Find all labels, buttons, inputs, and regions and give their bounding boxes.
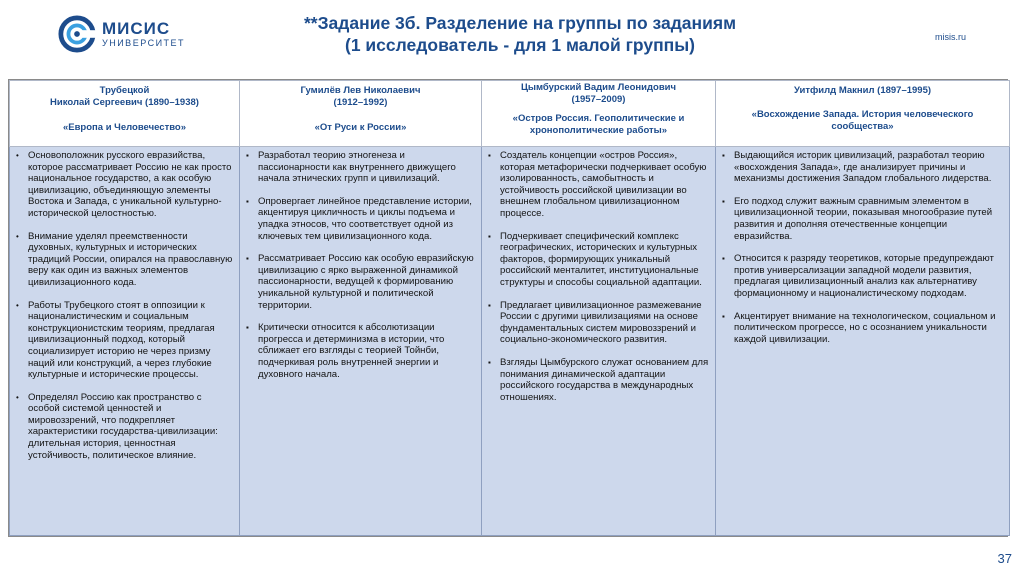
bullet-icon: ▪ — [488, 151, 491, 160]
cell-tsymbursky — [482, 147, 716, 536]
header-work: «Восхождение Запада. История человеческого сообщества» — [751, 109, 974, 132]
list-item: • Внимание уделял преемственности духовных, культурных и исторических традиций России, опирался на православную веру как один из важных элементов цивилизационного кода. — [16, 230, 233, 288]
researchers-table — [8, 79, 1008, 537]
bullet-icon: ▪ — [722, 196, 725, 206]
header-gumilev — [240, 81, 482, 147]
bullet-icon: ▪ — [246, 323, 249, 333]
bullet-icon: ▪ — [722, 254, 725, 264]
list-item: • Основоположник русского евразийства, которое рассматривает Россию не как просто национальное государство, а как особую цивилизацию, объединяющую элементы Востока и Запада, с уникальной культурно-исторической целостностью. — [16, 150, 232, 219]
list-item: ▪ Рассматривает Россию как особую евразийскую цивилизацию с ярко выраженной динамикой пассионарности, ведущей к формированию уникальной культурной и политической территории. — [246, 253, 474, 311]
list-item: ▪ Критически относится к абсолютизации прогресса и детерминизма в истории, что сближает его взгляды с теорией Тойнби, подчеркивая роль внутренней энергии и духовного начала. — [246, 322, 445, 380]
list-item: ▪ Подчеркивает специфический комплекс географических, исторических и культурных факторов, формирующих уникальный российский менталитет, институциональные структуры и способы социальной адаптации. — [488, 230, 702, 288]
bullet-icon: ▪ — [722, 151, 725, 160]
page-number: 37 — [997, 551, 1012, 566]
bullet-icon: ▪ — [722, 311, 725, 321]
bullet-icon: • — [16, 151, 19, 160]
title-line-2: (1 исследователь - для 1 малой группы) — [345, 35, 695, 55]
logo-subtitle: УНИВЕРСИТЕТ — [102, 38, 186, 48]
table-body-row — [10, 147, 1010, 536]
cell-mcneill — [716, 147, 1010, 536]
header-mcneill — [716, 81, 1010, 147]
list-item: ▪ Взгляды Цымбурского служат основанием для понимания динамической адаптации российского государства в международных отношениях. — [488, 356, 709, 403]
list-item: ▪ Выдающийся историк цивилизаций, разработал теорию «восхождения Запада», где анализирует причины и механизмы достижения Западом глобального лидерства. — [722, 150, 992, 185]
list-item: ▪ Создатель концепции «остров Россия», которая метафорически подчеркивает особую изолированность, самобытность и устойчивость российской цивилизации во внешнем глобальном цивилизационном процессе. — [488, 150, 707, 219]
bullet-icon: • — [16, 392, 19, 402]
bullet-icon: ▪ — [488, 231, 491, 241]
header-name: Уитфилд Макнил (1897–1995) — [793, 85, 932, 96]
header-work: «Европа и Человечество» — [62, 122, 187, 133]
list-item: • Определял Россию как пространство с особой системой ценностей и мировоззрений, что подкрепляет характеристики государства-цивилизации: длительная история, ценностная устойчивость, политическое влияние. — [16, 391, 218, 461]
list-item: ▪ Опровергает линейное представление истории, акцентируя цикличность и циклы подъема и упадка этносов, что соответствует одной из ключевых тем цивилизационного кода. — [246, 195, 472, 242]
page-title — [240, 12, 800, 56]
header-trubetskoy — [10, 81, 240, 147]
list-item: ▪ Относится к разряду теоретиков, которые предупреждают против универсализации западной модели развития, предлагая цивилизационный анализ как альтернативу формационному и националистическому подходам. — [722, 253, 994, 299]
list-item: • Работы Трубецкого стоят в оппозиции к националистическим и социальным конструкционистским теориям, предлагая цивилизационный подход, который социализирует историю не через призму наций или конструкций, а через глубокие культурные и исторические процессы. — [16, 299, 215, 381]
list-item: ▪ Его подход служит важным сравнимым элементом в цивилизационной теории, показывая многообразие путей развития и дополняя отечественные концепции евразийства. — [722, 195, 993, 242]
site-link[interactable]: misis.ru — [935, 32, 966, 42]
logo-name: МИСИС — [102, 19, 171, 38]
bullet-icon: ▪ — [246, 254, 249, 264]
bullet-icon: • — [16, 300, 19, 310]
list-item: ▪ Разработал теорию этногенеза и пассионарности как внутреннего движущего начала этнических групп и цивилизаций. — [246, 150, 456, 185]
list-item: ▪ Акцентирует внимание на технологическом, социальном и политическом прогрессе, но с осознанием уникальности каждой цивилизации. — [722, 310, 996, 345]
bullet-icon: ▪ — [488, 300, 491, 310]
header-work: «Остров Россия. Геополитические и хронополитические работы» — [512, 113, 685, 136]
cell-gumilev — [240, 147, 482, 536]
misis-logo — [58, 14, 208, 54]
bullet-icon: ▪ — [246, 196, 249, 206]
misis-logo-icon — [58, 15, 96, 53]
table-header-row — [10, 81, 1010, 147]
header-name: Цымбурский Вадим Леонидович (1957–2009) — [520, 82, 677, 105]
header-work: «От Руси к России» — [314, 122, 407, 133]
bullet-icon: ▪ — [246, 151, 249, 160]
header-name: Трубецкой Николай Сергеевич (1890–1938) — [50, 85, 199, 108]
bullet-icon: ▪ — [488, 357, 491, 367]
cell-trubetskoy — [10, 147, 240, 536]
bullet-icon: • — [16, 231, 19, 241]
title-line-1: **Задание 3б. Разделение на группы по заданиям — [303, 13, 737, 33]
list-item: ▪ Предлагает цивилизационное размежевание России с другими цивилизациями на основе фундаментальных систем мировоззрений и социально-экономического развития. — [488, 299, 702, 346]
header-tsymbursky — [482, 81, 716, 147]
header-name: Гумилёв Лев Николаевич (1912–1992) — [300, 85, 421, 108]
